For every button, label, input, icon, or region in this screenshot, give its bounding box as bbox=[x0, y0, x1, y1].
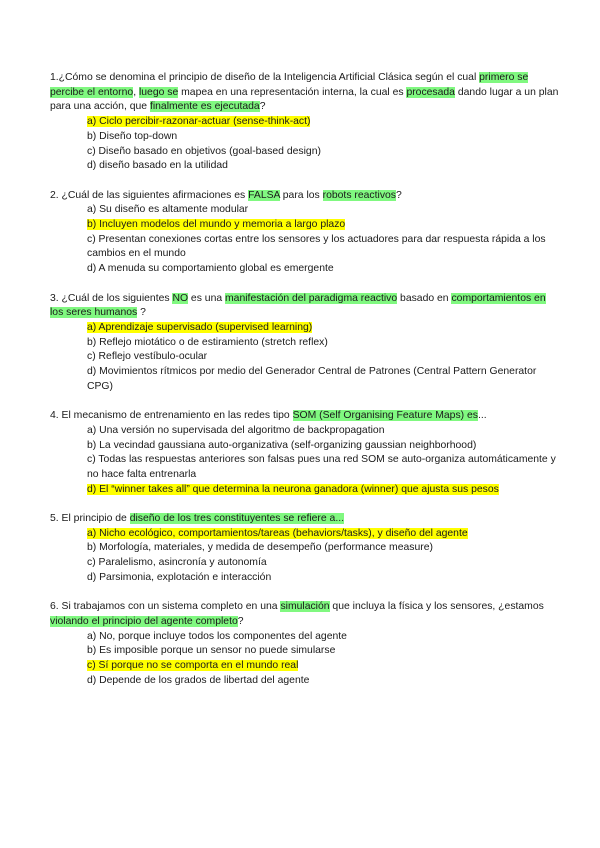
correct-answer-text: a) Ciclo percibir-razonar-actuar (sense-think-act) bbox=[87, 116, 311, 128]
correct-answer-text: d) El “winner takes all” que determina la neurona ganadora (winner) que ajusta sus pesos bbox=[87, 483, 499, 495]
correct-answer-text: a) Nicho ecológico, comportamientos/tareas (behaviors/tasks), y diseño del agente bbox=[87, 527, 468, 539]
option-text: c) Todas las respuestas anteriores son falsas pues una red SOM se auto-organiza automáticamente y no hace falta entrenarla bbox=[87, 454, 556, 480]
highlighted-text: SOM (Self Organising Feature Maps) es bbox=[292, 410, 478, 422]
highlighted-text: procesada bbox=[406, 86, 455, 98]
answer-option bbox=[87, 541, 560, 556]
stem-text: para los bbox=[279, 189, 323, 201]
answer-option bbox=[87, 644, 560, 659]
highlighted-text: violando el principio del agente completo bbox=[50, 615, 238, 627]
answer-option bbox=[87, 115, 560, 130]
answer-option bbox=[87, 262, 560, 277]
question-stem bbox=[50, 512, 560, 527]
stem-text: ... bbox=[477, 410, 487, 422]
highlighted-text: simulación bbox=[280, 601, 330, 613]
option-text: b) Es imposible porque un sensor no puede simularse bbox=[87, 645, 336, 657]
stem-text: dando lugar a un plan para una acción, que bbox=[50, 86, 559, 113]
option-text: d) Depende de los grados de libertad del agente bbox=[87, 674, 310, 686]
option-text: c) Paralelismo, asincronía y autonomía bbox=[87, 557, 267, 569]
correct-answer-text: b) Incluyen modelos del mundo y memoria a largo plazo bbox=[87, 219, 346, 231]
answer-option bbox=[87, 130, 560, 145]
highlighted-text: primero se percibe el entorno bbox=[50, 72, 529, 98]
stem-text: ? bbox=[395, 189, 402, 201]
answer-options bbox=[50, 203, 560, 277]
stem-text: 3. ¿Cuál de los siguientes bbox=[50, 292, 173, 304]
answer-option bbox=[87, 336, 560, 351]
stem-text: ? bbox=[237, 615, 244, 627]
stem-text: es una bbox=[188, 292, 226, 304]
document-page bbox=[50, 71, 560, 703]
answer-option bbox=[87, 556, 560, 571]
stem-text: 5. El principio de bbox=[50, 513, 130, 525]
answer-option bbox=[87, 203, 560, 218]
correct-answer-text: c) Sí porque no se comporta en el mundo real bbox=[87, 660, 299, 672]
correct-answer-text: a) Aprendizaje supervisado (supervised learning) bbox=[87, 321, 313, 333]
answer-options bbox=[50, 424, 560, 498]
question-stem bbox=[50, 600, 560, 629]
answer-option bbox=[87, 527, 560, 542]
option-text: c) Reflejo vestíbulo-ocular bbox=[87, 351, 208, 363]
stem-text: ? bbox=[137, 307, 146, 319]
question-3 bbox=[50, 292, 560, 395]
stem-text: mapea en una representación interna, la cual es bbox=[178, 86, 407, 98]
question-6 bbox=[50, 600, 560, 688]
answer-option bbox=[87, 145, 560, 160]
stem-text: 2. ¿Cuál de las siguientes afirmaciones es bbox=[50, 189, 249, 201]
answer-option bbox=[87, 365, 560, 394]
highlighted-text: diseño de los tres constituyentes se refiere a... bbox=[129, 513, 344, 525]
highlighted-text: comportamientos en los seres humanos bbox=[50, 292, 546, 319]
stem-text: que incluya la física y los sensores, ¿estamos bbox=[329, 601, 544, 613]
stem-text: 6. Si trabajamos con un sistema completo en una bbox=[50, 601, 281, 613]
question-1 bbox=[50, 71, 560, 174]
answer-options bbox=[50, 630, 560, 689]
answer-option bbox=[87, 630, 560, 645]
question-5 bbox=[50, 512, 560, 586]
stem-text: 1.¿Cómo se denomina el principio de diseño de la Inteligencia Artificial Clásica según el cual bbox=[50, 72, 480, 83]
option-text: a) Una versión no supervisada del algoritmo de backpropagation bbox=[87, 424, 385, 436]
question-4 bbox=[50, 409, 560, 497]
answer-options bbox=[50, 115, 560, 174]
highlighted-text: FALSA bbox=[248, 189, 280, 201]
option-text: c) Diseño basado en objetivos (goal-based design) bbox=[87, 145, 321, 157]
highlighted-text: robots reactivos bbox=[322, 189, 396, 201]
option-text: d) A menuda su comportamiento global es emergente bbox=[87, 263, 334, 275]
stem-text: basado en bbox=[397, 292, 452, 304]
answer-option bbox=[87, 218, 560, 233]
answer-option bbox=[87, 233, 560, 262]
question-stem bbox=[50, 189, 560, 204]
option-text: b) Morfología, materiales, y medida de desempeño (performance measure) bbox=[87, 542, 433, 554]
stem-text: , bbox=[133, 86, 139, 98]
answer-options bbox=[50, 527, 560, 586]
answer-option bbox=[87, 453, 560, 482]
highlighted-text: finalmente es ejecutada bbox=[149, 101, 260, 113]
answer-option bbox=[87, 159, 560, 174]
question-2 bbox=[50, 189, 560, 277]
option-text: a) Su diseño es altamente modular bbox=[87, 204, 249, 216]
question-stem bbox=[50, 409, 560, 424]
highlighted-text: NO bbox=[172, 292, 189, 304]
option-text: c) Presentan conexiones cortas entre los sensores y los actuadores para dar respuesta rápida a los cambios en el mundo bbox=[87, 233, 546, 260]
stem-text: 4. El mecanismo de entrenamiento en las redes tipo bbox=[50, 410, 293, 422]
answer-option bbox=[87, 571, 560, 586]
answer-option bbox=[87, 439, 560, 454]
highlighted-text: luego se bbox=[138, 86, 179, 98]
option-text: d) Parsimonia, explotación e interacción bbox=[87, 571, 272, 583]
answer-option bbox=[87, 424, 560, 439]
answer-option bbox=[87, 350, 560, 365]
option-text: b) La vecindad gaussiana auto-organizativa (self-organizing gaussian neighborhood) bbox=[87, 439, 477, 451]
answer-option bbox=[87, 659, 560, 674]
answer-option bbox=[87, 483, 560, 498]
option-text: d) Movimientos rítmicos por medio del Generador Central de Patrones (Central Pattern Generator CPG) bbox=[87, 366, 537, 392]
option-text: b) Reflejo miotático o de estiramiento (stretch reflex) bbox=[87, 336, 328, 348]
answer-option bbox=[87, 321, 560, 336]
question-stem bbox=[50, 292, 560, 321]
highlighted-text: manifestación del paradigma reactivo bbox=[225, 292, 398, 304]
option-text: b) Diseño top-down bbox=[87, 130, 178, 142]
option-text: a) No, porque incluye todos los componentes del agente bbox=[87, 630, 347, 642]
option-text: d) diseño basado en la utilidad bbox=[87, 160, 228, 172]
question-stem bbox=[50, 71, 560, 115]
stem-text: ? bbox=[259, 101, 266, 113]
answer-options bbox=[50, 321, 560, 395]
answer-option bbox=[87, 674, 560, 689]
